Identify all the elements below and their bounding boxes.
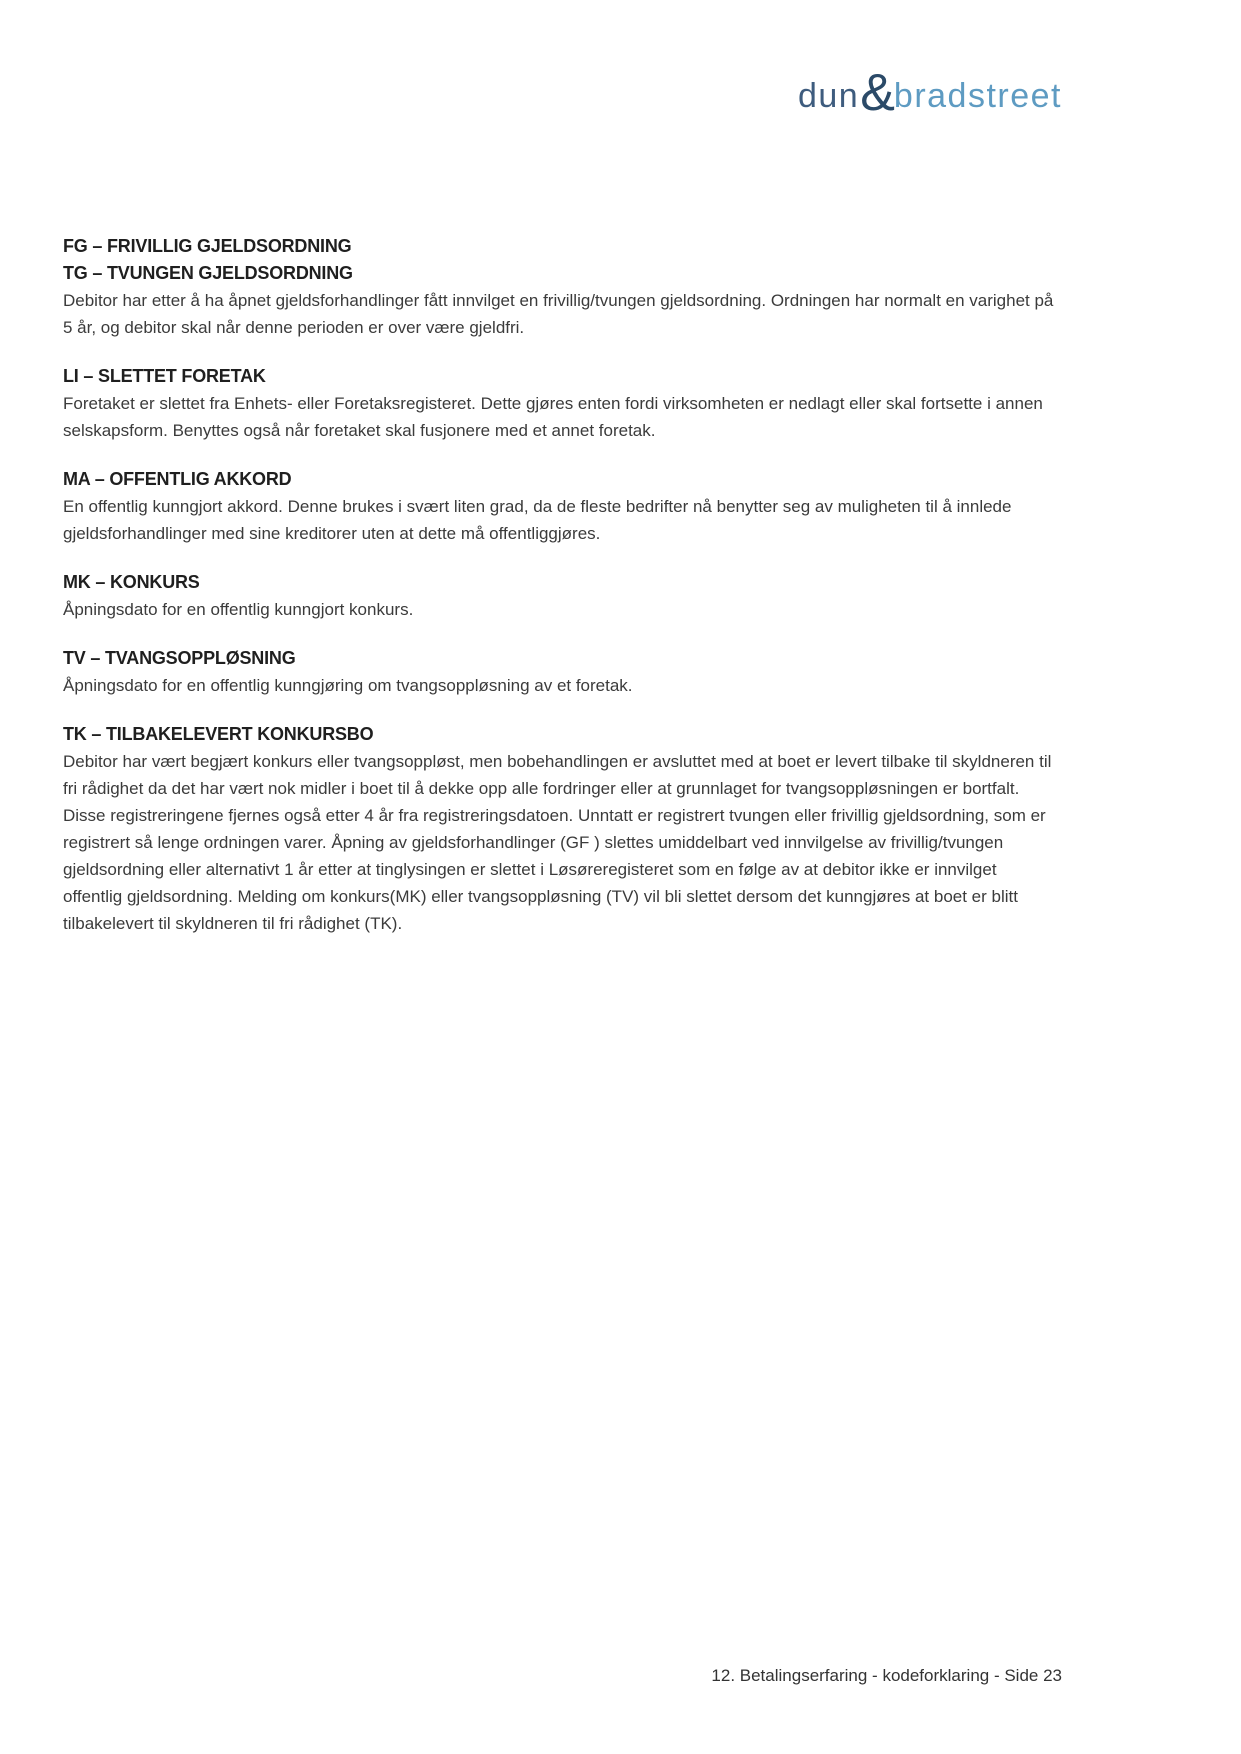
section-heading: TG – TVUNGEN GJELDSORDNING: [63, 263, 353, 283]
section-fg-tg: [63, 233, 1055, 341]
section-body: Debitor har vært begjært konkurs eller tvangsoppløst, men bobehandlingen er avsluttet med at boet er levert tilbake til skyldneren til fri rådighet da det har vært nok midler i boet til å dekke opp alle fordringer eller at grunnlaget for tvangsoppløsningen er bortfalt. Disse registreringene fjernes også etter 4 år fra registreringsdatoen. Unntatt er registrert tvungen eller frivillig gjeldsordning, som er registrert så lenge ordningen varer. Åpning av gjeldsforhandlinger (GF ) slettes umiddelbart ved innvilgelse av frivillig/tvungen gjeldsordning eller alternativt 1 år etter at tinglysingen er slettet i Løsøreregisteret som en følge av at debitor ikke er innvilget offentlig gjeldsordning. Melding om konkurs(MK) eller tvangsoppløsning (TV) vil bli slettet dersom det kunngjøres at boet er blitt tilbakelevert til skyldneren til fri rådighet (TK).: [63, 752, 1052, 933]
logo-ampersand-icon: &: [860, 64, 895, 122]
section-ma: [63, 466, 1055, 547]
logo-word-dun: dun: [797, 77, 860, 115]
section-heading: FG – FRIVILLIG GJELDSORDNING: [63, 236, 352, 256]
section-body: Foretaket er slettet fra Enhets- eller Foretaksregisteret. Dette gjøres enten fordi virksomheten er nedlagt eller skal fortsette i annen selskapsform. Benyttes også når foretaket skal fusjonere med et annet foretak.: [63, 394, 1043, 440]
section-body: En offentlig kunngjort akkord. Denne brukes i svært liten grad, da de fleste bedrifter nå benytter seg av muligheten til å innlede gjeldsforhandlinger med sine kreditorer uten at dette må offentliggjøres.: [63, 497, 1012, 543]
page-footer: 12. Betalingserfaring - kodeforklaring - Side 23: [711, 1666, 1062, 1685]
section-mk: [63, 569, 1055, 623]
logo-word-bradstreet: bradstreet: [893, 77, 1062, 115]
document-content: [63, 233, 1055, 937]
section-tv: [63, 645, 1055, 699]
section-heading: MA – OFFENTLIG AKKORD: [63, 469, 292, 489]
section-heading: MK – KONKURS: [63, 572, 200, 592]
section-heading: TV – TVANGSOPPLØSNING: [63, 648, 296, 668]
section-body: Debitor har etter å ha åpnet gjeldsforhandlinger fått innvilget en frivillig/tvungen gjeldsordning. Ordningen har normalt en varighet på 5 år, og debitor skal når denne perioden er over være gjeldfri.: [63, 291, 1054, 337]
dun-bradstreet-logo: [797, 64, 1062, 122]
section-heading: TK – TILBAKELEVERT KONKURSBO: [63, 724, 374, 744]
section-li: [63, 363, 1055, 444]
section-body: Åpningsdato for en offentlig kunngjøring om tvangsoppløsning av et foretak.: [63, 676, 633, 695]
section-heading: LI – SLETTET FORETAK: [63, 366, 266, 386]
section-tk: [63, 721, 1055, 937]
section-body: Åpningsdato for en offentlig kunngjort konkurs.: [63, 600, 414, 619]
